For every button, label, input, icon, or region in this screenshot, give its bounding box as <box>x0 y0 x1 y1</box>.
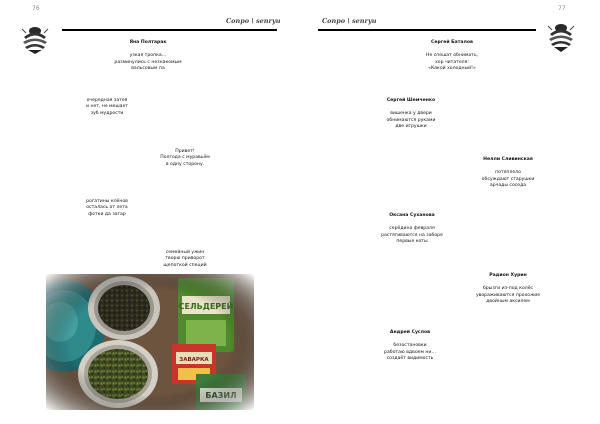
poem-line: увораживаются прохожие <box>475 292 541 298</box>
poem-line: обнимаются руками <box>386 117 436 123</box>
poem-line: Полгода с муравьём <box>160 155 210 161</box>
poem-line: зуб мудрости <box>90 110 124 116</box>
poem-line: в одну сторону. <box>165 161 205 167</box>
poem-line: две игрушки <box>395 123 427 129</box>
poem-line: потеплело <box>495 170 521 176</box>
header-rule-left <box>62 29 277 31</box>
poem-line: вишенка у двери <box>390 111 432 117</box>
poem-line: серёдина февраля <box>389 226 435 232</box>
poem-line: фотки да загар <box>88 211 126 217</box>
poem-line: семейный ужин <box>165 250 205 255</box>
poem-block <box>364 213 460 245</box>
poem-line: Не спешат обнимать, <box>425 53 478 59</box>
poem-block <box>66 98 148 117</box>
poem-line: узкая тропка… <box>129 53 167 59</box>
poem-line: брызги из-под колёс <box>482 286 534 292</box>
poem-author: Радион Хурин <box>489 273 527 278</box>
poem-line: щепоткой специй <box>163 262 207 268</box>
poem-author: Андрей Суслов <box>389 330 431 335</box>
poem-author: Оксана Суханова <box>389 213 435 218</box>
haiku-emblem-icon <box>546 20 576 54</box>
poem-line: растягиваются на заборе <box>381 232 443 238</box>
poem-line: двойным аксилем <box>486 298 530 304</box>
right-page <box>300 0 600 424</box>
poem-line: Привет! <box>175 149 195 154</box>
poem-line: создаёт видимость <box>386 355 434 361</box>
poem-block <box>66 199 148 218</box>
page-number-left: 76 <box>32 5 40 12</box>
header-title-right: Сопро \ senryu <box>322 17 377 25</box>
poem-block <box>460 157 556 189</box>
poem-line: очередная затея <box>86 98 128 103</box>
poem-block <box>366 98 456 130</box>
poem-line: хор читателя: <box>435 59 469 65</box>
poem-block <box>362 330 458 362</box>
poem-line: творю приворот <box>165 256 205 262</box>
haiku-emblem-icon <box>20 23 50 55</box>
poem-author: Сергей Баталов <box>431 40 473 45</box>
poem-line: рогатины клёнов <box>86 199 128 204</box>
poem-author: Сергей Шемченко <box>386 98 436 103</box>
poem-line: первые коты <box>396 238 428 244</box>
poem-block <box>404 40 500 72</box>
poem-line: безостановки <box>393 343 427 349</box>
tea-herbs-photo <box>46 274 254 410</box>
poem-line: обсуждают старушки <box>481 176 535 182</box>
poem-line: разминулись с незнакомым <box>114 59 182 65</box>
header-title-left: Сопро \ senryu <box>226 17 281 25</box>
poem-block <box>460 273 556 305</box>
poem-line: и нет, не мешает <box>86 104 128 110</box>
page-number-right: 77 <box>558 5 566 12</box>
poem-line: осталась от лета <box>86 205 128 211</box>
poem-block <box>146 250 224 269</box>
poem-line: работаю вдвоем ни… <box>384 349 436 355</box>
poem-author: Яна Полтарак <box>129 40 167 45</box>
poem-line: арчады соседа <box>489 182 527 188</box>
poem-block <box>100 40 196 72</box>
poem-block <box>142 149 228 168</box>
poem-line: «Какой холодный!» <box>428 65 476 71</box>
poem-line: вальсовым па <box>131 65 165 71</box>
header-rule-right <box>318 29 536 31</box>
poem-author: Нелли Сливинская <box>483 157 533 162</box>
